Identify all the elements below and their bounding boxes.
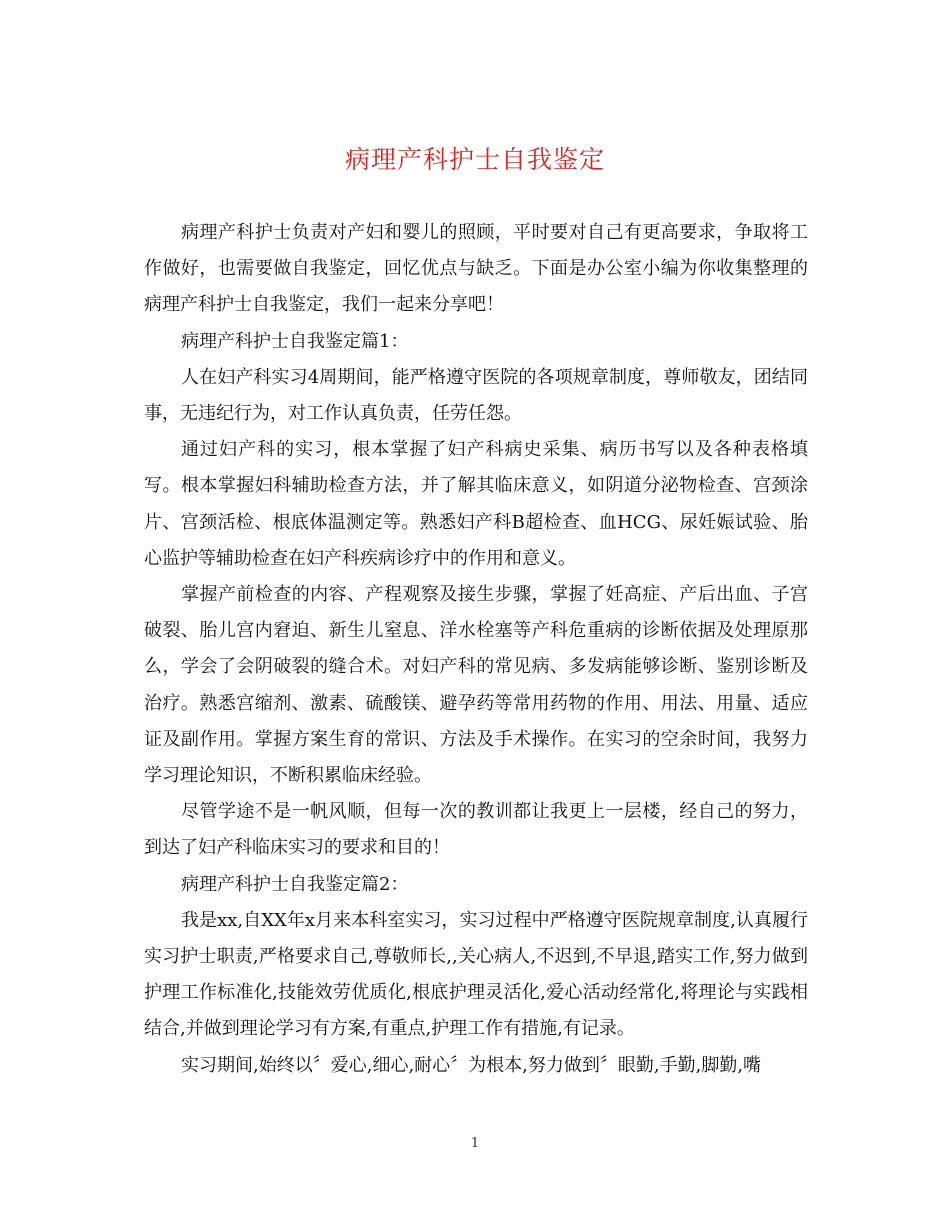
paragraph: 通过妇产科的实习，根本掌握了妇产科病史采集、病历书写以及各种表格填写。根本掌握妇科辅助检查方法，并了解其临床意义，如阴道分泌物检查、宫颈涂片、宫颈活检、根底体温测定等。熟悉妇产科B超检查、血HCG、尿妊娠试验、胎心监护等辅助检查在妇产科疾病诊疗中的作用和意义。 bbox=[144, 439, 808, 569]
page-number: 1 bbox=[470, 1136, 480, 1151]
paragraph: 尽管学途不是一帆风顺，但每一次的教训都让我更上一层楼，经自己的努力，到达了妇产科临床实习的要求和目的！ bbox=[144, 801, 808, 859]
document-title: 病理产科护士自我鉴定 bbox=[344, 145, 605, 174]
paragraph: 掌握产前检查的内容、产程观察及接生步骤，掌握了妊高症、产后出血、子宫破裂、胎儿宫内窘迫、新生儿窒息、洋水栓塞等产科危重病的诊断依据及处理原那么，学会了会阴破裂的缝合术。对妇产科的常见病、多发病能够诊断、鉴别诊断及治疗。熟悉宫缩剂、激素、硫酸镁、避孕药等常用药物的作用、用法、用量、适应证及副作用。掌握方案生育的常识、方法及手术操作。在实习的空余时间，我努力学习理论知识，不断积累临床经验。 bbox=[144, 584, 808, 787]
paragraph: 病理产科护士负责对产妇和婴儿的照顾，平时要对自己有更高要求，争取将工作做好，也需要做自我鉴定，回忆优点与缺乏。下面是办公室小编为你收集整理的病理产科护士自我鉴定，我们一起来分享吧！ bbox=[144, 222, 808, 316]
paragraph: 我是xx,自XX年x月来本科室实习，实习过程中严格遵守医院规章制度,认真履行实习护士职责,严格要求自己,尊敬师长,,关心病人,不迟到,不早退,踏实工作,努力做到护理工作标准化,技能效劳优质化,根底护理灵活化,爱心活动经常化,将理论与实践相结合,并做到理论学习有方案,有重点,护理工作有措施,有记录。 bbox=[144, 909, 808, 1040]
section-heading: 病理产科护士自我鉴定篇2： bbox=[181, 873, 409, 895]
section-heading: 病理产科护士自我鉴定篇1： bbox=[181, 330, 409, 352]
document-body bbox=[144, 215, 808, 1084]
paragraph: 实习期间,始终以〞爱心,细心,耐心〞为根本,努力做到〞眼勤,手勤,脚勤,嘴 bbox=[181, 1054, 762, 1076]
paragraph: 人在妇产科实习4周期间，能严格遵守医院的各项规章制度，尊师敬友，团结同事，无违纪行为，对工作认真负责，任劳任怨。 bbox=[144, 366, 808, 425]
